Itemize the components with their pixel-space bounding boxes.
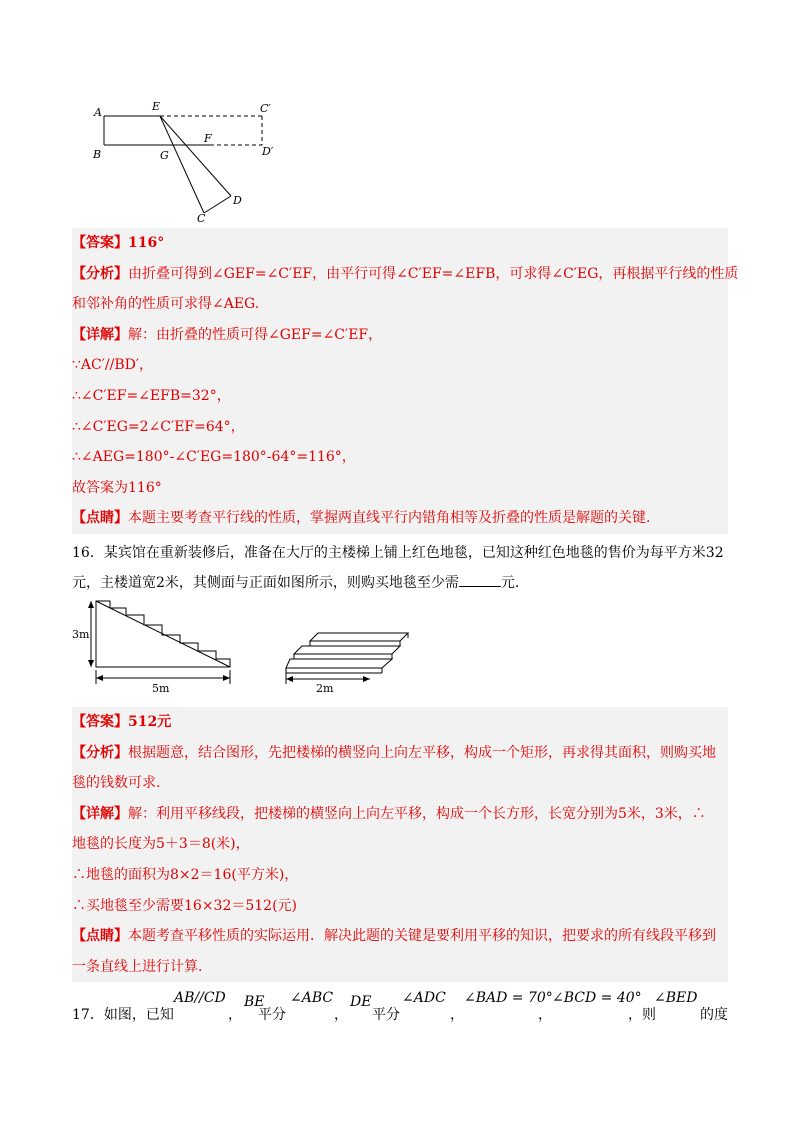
detail-line-2: 地毯的长度为5＋3＝8(米)， <box>72 836 250 853</box>
analysis-line-2: 和邻补角的性质可求得∠AEG. <box>72 296 260 313</box>
q17-then: ，则 <box>628 1007 656 1023</box>
label-c-prime: C′ <box>260 102 271 115</box>
stair-front-view <box>282 626 412 696</box>
comment-tag: 【点睛】 <box>72 510 128 527</box>
analysis-tag: 【分析】 <box>72 265 128 282</box>
detail-line-4: ∴买地毯至少需要16×32＝512(元) <box>72 897 298 914</box>
answer-value: 512元 <box>128 714 172 730</box>
detail-line-3: ∴∠C′EF=∠EFB=32°， <box>72 387 231 404</box>
label-a: A <box>94 106 102 119</box>
question-16-line-1: 16．某宾馆在重新装修后，准备在大厅的主楼梯上铺上红色地毯，已知这种红色地毯的售价为每平方米32 <box>72 545 724 561</box>
q17-comma-1: ， <box>228 1007 242 1023</box>
detail-line-5: ∴∠AEG=180°-∠C′EG=180°-64°=116°， <box>72 449 356 466</box>
label-f: F <box>204 132 212 145</box>
label-b: B <box>93 148 102 161</box>
detail-line-3: ∴地毯的面积为8×2＝16(平方米)， <box>72 866 299 883</box>
analysis-text-1: 根据题意，结合图形，先把楼梯的横竖向上向左平移，构成一个矩形，再求得其面积，则购买地 <box>128 744 716 761</box>
comment-line-2: 一条直线上进行计算. <box>72 958 203 975</box>
analysis-line-1 <box>72 259 739 290</box>
q17-comma-3: ， <box>450 1007 464 1023</box>
q17-angle-abc: ∠ABC <box>290 990 334 1006</box>
detail-line-2: ∵AC′//BD′， <box>72 357 154 374</box>
analysis-text-1: 由折叠可得到∠GEF=∠C′EF，由平行可得∠C′EF=∠EFB，可求得∠C′EG，再根据平行线的性质 <box>128 265 739 282</box>
detail-text-1: 解：由折叠的性质可得∠GEF=∠C′EF， <box>128 326 383 343</box>
solution-15 <box>72 228 739 534</box>
q17-de: DE <box>350 994 372 1010</box>
solution-16 <box>72 707 728 982</box>
q17-bad: ∠BAD = 70° <box>464 990 553 1006</box>
detail-text-1: 解：利用平移线段，把楼梯的横竖向上向左平移，构成一个长方形，长宽分别为5米，3米，∴ <box>128 805 706 822</box>
side-height-label: 3m <box>72 628 90 641</box>
answer-tag: 【答案】 <box>72 235 128 251</box>
q17-comma-4: ， <box>538 1007 552 1023</box>
label-e: E <box>152 100 161 113</box>
detail-line-1 <box>72 320 728 351</box>
comment-line <box>72 503 728 534</box>
q17-angle-adc: ∠ADC <box>402 990 446 1006</box>
detail-tag: 【详解】 <box>72 326 128 343</box>
answer-blank <box>459 572 501 587</box>
question-16 <box>72 538 728 598</box>
question-16-line-2 <box>72 568 728 598</box>
analysis-line-2: 毯的钱数可求. <box>72 775 161 792</box>
detail-tag: 【详解】 <box>72 805 128 822</box>
comment-tag: 【点睛】 <box>72 928 128 945</box>
answer-tag: 【答案】 <box>72 714 128 730</box>
label-g: G <box>160 149 169 162</box>
analysis-line-1 <box>72 738 728 769</box>
q17-parallel: AB//CD <box>174 990 226 1006</box>
stair-side-view <box>70 596 240 696</box>
q17-bisect-1: 平分 <box>258 1007 286 1023</box>
q17-prefix: 17．如图，已知 <box>72 1007 174 1023</box>
detail-line-4: ∴∠C′EG=2∠C′EF=64°， <box>72 418 245 435</box>
label-d-prime: D′ <box>262 145 274 158</box>
comment-line-1 <box>72 921 728 952</box>
q17-bcd: ∠BCD = 40° <box>552 990 642 1006</box>
question-17 <box>72 988 732 1032</box>
label-c: C <box>197 212 206 225</box>
question-16-text-b: 元. <box>500 575 520 591</box>
analysis-tag: 【分析】 <box>72 744 128 761</box>
detail-line-6: 故答案为116° <box>72 479 162 496</box>
folding-figure <box>90 98 290 228</box>
comment-text: 本题主要考查平行线的性质，掌握两直线平行内错角相等及折叠的性质是解题的关键. <box>128 510 651 527</box>
answer-value: 116° <box>128 235 165 251</box>
comment-text-1: 本题考查平移性质的实际运用．解决此题的关键是要利用平移的知识，把要求的所有线段平移到 <box>128 928 716 945</box>
detail-line-1 <box>72 799 728 830</box>
q17-bisect-2: 平分 <box>372 1007 400 1023</box>
question-16-text-a: 元，主楼道宽2米，其侧面与正面如图所示，则购买地毯至少需 <box>72 575 459 591</box>
q17-be: BE <box>244 994 265 1010</box>
q17-comma-2: ， <box>334 1007 348 1023</box>
side-width-label: 5m <box>152 682 170 695</box>
q17-bed: ∠BED <box>654 990 698 1006</box>
answer-line <box>72 228 728 259</box>
q17-suffix: 的度 <box>700 1007 728 1023</box>
label-d: D <box>233 194 242 207</box>
front-width-label: 2m <box>316 682 334 695</box>
answer-line <box>72 707 728 738</box>
